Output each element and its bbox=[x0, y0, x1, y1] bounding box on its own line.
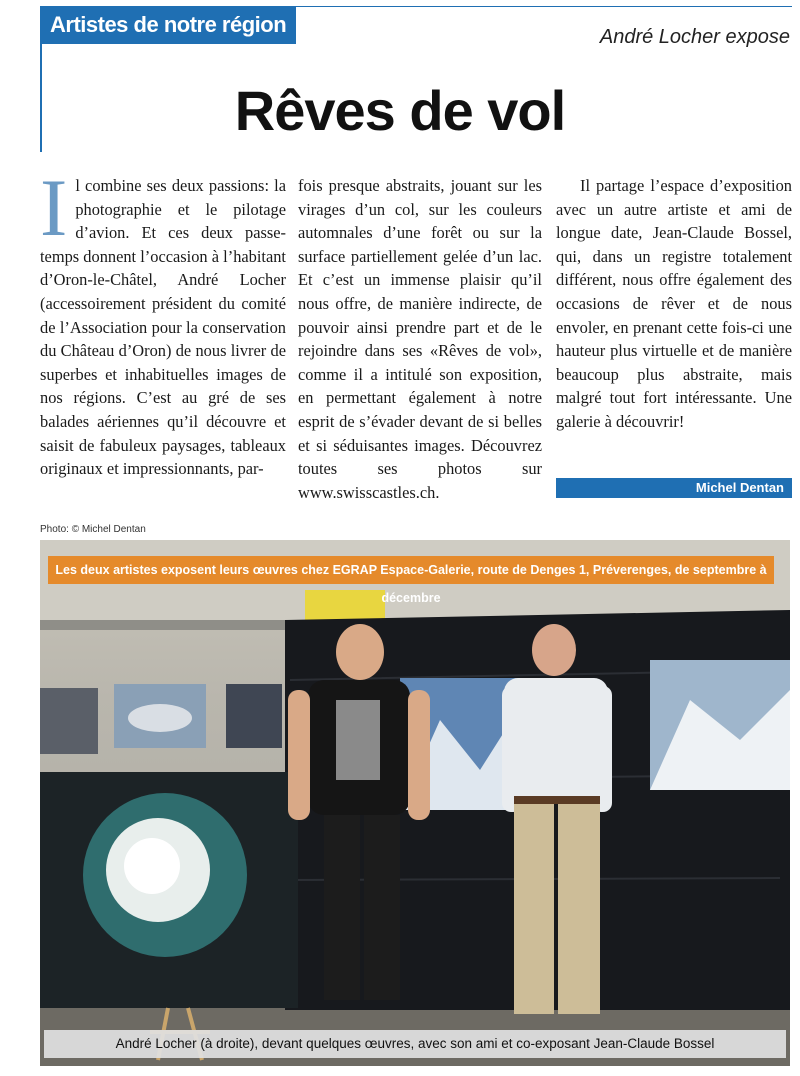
photo-caption: André Locher (à droite), devant quelques œuvres, avec son ami et co-exposant Jean-Claude Bossel bbox=[44, 1030, 786, 1058]
article-kicker: André Locher expose bbox=[599, 26, 790, 48]
column-1-text: l combine ses deux passions: la photographie et le pilotage d’avion. Et ces deux passe-temps donnent l’occasion à l’habitant d’Oron-le-Châtel, André Locher (accessoirement président du comité de l’Association pour la conservation du Château d’Oron) de nous livrer de superbes et inhabituelles images de nos régions. C’est au gré de ses balades aériennes qu’il découvre et saisit de fabuleux paysages, tableaux originaux et impressionnants, par- bbox=[40, 176, 286, 479]
photo-illustration bbox=[40, 540, 790, 1066]
article-title: Rêves de vol bbox=[234, 79, 566, 142]
top-rule bbox=[272, 6, 792, 7]
photo-credit: Photo: © Michel Dentan bbox=[40, 524, 146, 535]
article-column-3: Il partage l’espace d’exposition avec un autre artiste et ami de longue date, Jean-Claude Bossel, qui, dans un registre totalement différent, nous offre également des occasions de rêver et de nous envoler, en prenant cette fois-ci une hauteur plus virtuelle et de manière beaucoup plus abstraite, mais malgré tout fort intéressante. Une galerie à découvrir! bbox=[556, 176, 792, 431]
article-column-1 bbox=[40, 162, 286, 481]
article-column-2: fois presque abstraits, jouant sur les virages d’un col, sur les couleurs automnales d’une forêt ou sur la surface partiellement gelée d’un lac. Et c’est un immense plaisir qu’il nous offre, de manière indirecte, de pouvoir ainsi prendre part et de le rejoindre dans ses «Rêves de vol», comme il a intitulé son exposition, en permettant également à notre esprit de s’évader devant de si belles et si séduisantes images. Découvrez toutes ses photos sur www.swisscastles.ch. bbox=[298, 176, 542, 502]
drop-cap: I bbox=[40, 162, 68, 253]
author-signature: Michel Dentan bbox=[556, 478, 792, 498]
section-rubric: Artistes de notre région bbox=[40, 6, 296, 44]
exhibition-banner: Les deux artistes exposent leurs œuvres chez EGRAP Espace-Galerie, route de Denges 1, Préverenges, de septembre à décembre bbox=[48, 556, 774, 584]
exhibition-photo bbox=[40, 540, 790, 1066]
